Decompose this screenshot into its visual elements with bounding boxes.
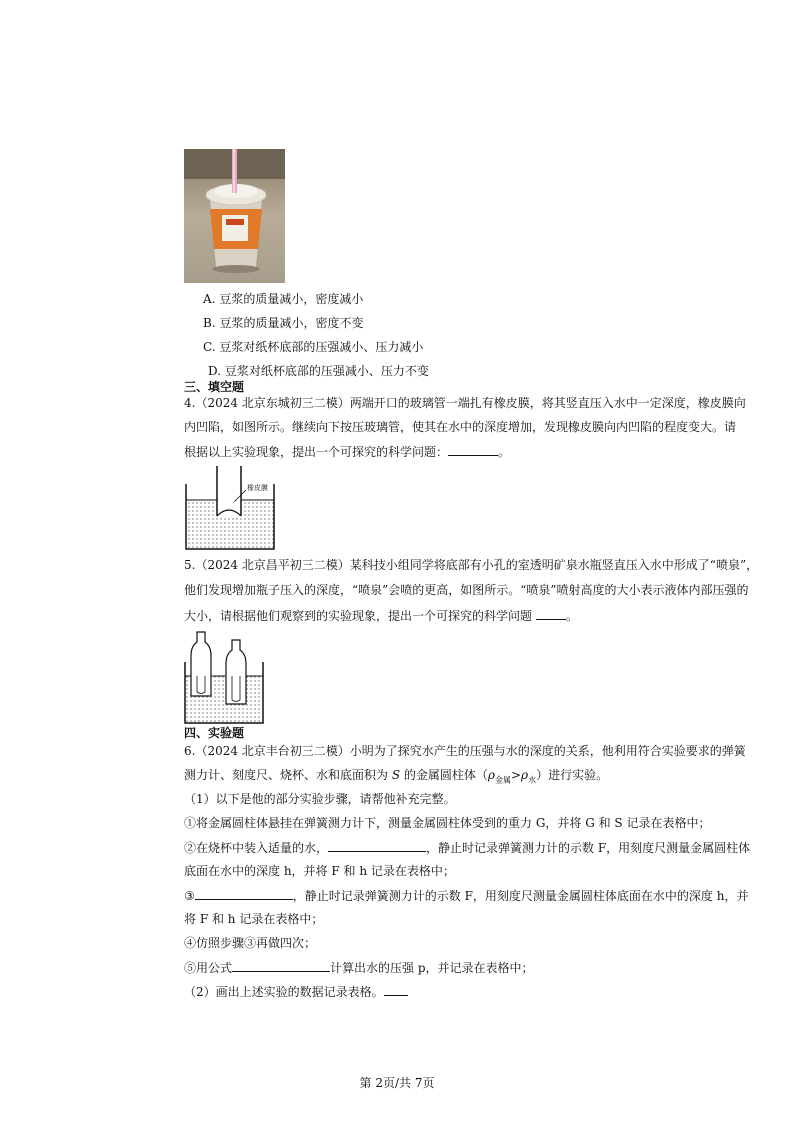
q4-beaker-figure [184, 466, 280, 552]
q6-step-3: ③ ，静止时记录弹簧测力计的示数 F，用刻度尺测量金属圆柱体底面在水中的深度 h，并 [184, 889, 749, 903]
q6-step-3-cont: 将 F 和 h 记录在表格中； [184, 912, 324, 926]
section-heading-fill-blank: 三、填空题 [184, 380, 245, 394]
q4-line-1: 4.（2024 北京东城初三二模）两端开口的玻璃管一端扎有橡皮膜，将其竖直压入水中一定深度，橡皮膜向 [184, 396, 746, 410]
q4-line-2: 内凹陷，如图所示。继续向下按压玻璃管，使其在水中的深度增加，发现橡皮膜向内凹陷的程度变大。请 [184, 420, 737, 434]
q6-step-2-cont: 底面在水中的深度 h，并将 F 和 h 记录在表格中； [184, 864, 455, 878]
q6-step-5: ⑤用公式 计算出水的压强 p，并记录在表格中； [184, 961, 534, 975]
q4-line-3: 根据以上实验现象，提出一个可探究的科学问题： 。 [184, 445, 511, 459]
q5-line-1: 5.（2024 北京昌平初三二模）某科技小组同学将底部有小孔的室透明矿泉水瓶竖直压入水中形成了“喷泉”， [184, 558, 759, 572]
option-a: A. 豆浆的质量减小，密度减小 [203, 292, 364, 306]
q6-part-2: （2）画出上述实验的数据记录表格。 [184, 983, 759, 1000]
q5-answer-blank[interactable] [536, 607, 566, 620]
cup-photo-graphic [184, 149, 285, 283]
q5-line-2: 他们发现增加瓶子压入的深度，“喷泉”会喷的更高，如图所示。“喷泉”喷射高度的大小表示液体内部压强的 [184, 583, 749, 597]
option-c: C. 豆浆对纸杯底部的压强减小、压力减小 [203, 340, 424, 354]
membrane-label: 橡皮膜 [247, 484, 268, 492]
soy-milk-cup-photo [184, 149, 285, 283]
q6-step3-blank[interactable] [195, 887, 293, 900]
q6-line-2: 测力计、刻度尺、烧杯、水和底面积为 S 的金属圆柱体$(\rho_{金属}>\rho_水)$进行实验。 [184, 768, 609, 785]
q6-formula-blank[interactable] [232, 959, 330, 972]
q6-step-1: ①将金属圆柱体悬挂在弹簧测力计下，测量金属圆柱体受到的重力 G，并将 G 和 S 记录在表格中； [184, 816, 711, 830]
q5-bottles-figure [182, 628, 268, 726]
option-d: D. 豆浆对纸杯底部的压强减小、压力不变 [208, 364, 429, 378]
q6-line-1: 6.（2024 北京丰台初三二模）小明为了探究水产生的压强与水的深度的关系，他利用符合实验要求的弹簧 [184, 744, 746, 758]
q5-line-3: 大小，请根据他们观察到的实验现象，提出一个可探究的科学问题 。 [184, 609, 578, 623]
q6-step2-blank[interactable] [328, 839, 426, 852]
page-footer: 第 2页/共 7页 [359, 1076, 435, 1090]
q6-table-blank[interactable] [384, 983, 408, 996]
section-heading-experiment: 四、实验题 [184, 726, 245, 740]
q6-step-2: ②在烧杯中装入适量的水， ，静止时记录弹簧测力计的示数 F，用刻度尺测量金属圆柱体 [184, 841, 751, 855]
q4-answer-blank[interactable] [448, 443, 498, 456]
q6-step-4: ④仿照步骤③再做四次； [184, 936, 317, 950]
option-b: B. 豆浆的质量减小，密度不变 [203, 316, 364, 330]
q6-part-1: （1）以下是他的部分实验步骤，请帮他补充完整。 [184, 792, 456, 806]
